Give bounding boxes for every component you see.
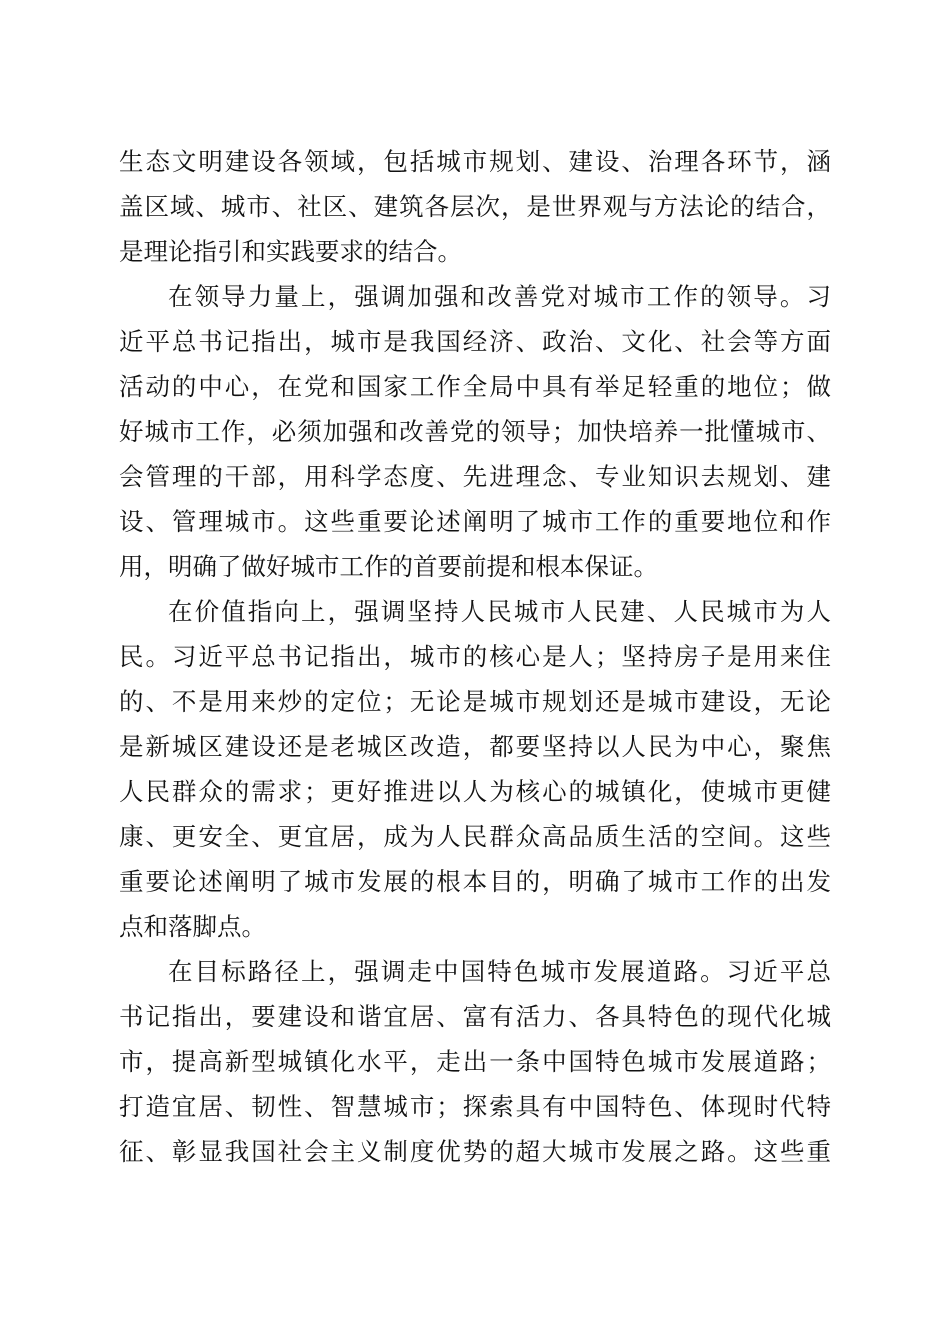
- text-line: 会管理的干部，用科学态度、先进理念、专业知识去规划、建: [119, 462, 831, 491]
- text-line: 民。习近平总书记指出，城市的核心是人；坚持房子是用来住: [119, 642, 831, 671]
- paragraph-first-line: 在价值指向上，强调坚持人民城市人民建、人民城市为人: [168, 597, 831, 626]
- text-line: 盖区域、城市、社区、建筑各层次，是世界观与方法论的结合，: [119, 192, 831, 221]
- text-line: 康、更安全、更宜居，成为人民群众高品质生活的空间。这些: [119, 822, 831, 851]
- text-line: 是新城区建设还是老城区改造，都要坚持以人民为中心，聚焦: [119, 732, 831, 761]
- text-line: 用，明确了做好城市工作的首要前提和根本保证。: [119, 552, 658, 581]
- paragraph-first-line: 在领导力量上，强调加强和改善党对城市工作的领导。习: [168, 282, 831, 311]
- text-line: 书记指出，要建设和谐宜居、富有活力、各具特色的现代化城: [119, 1002, 831, 1031]
- text-line: 人民群众的需求；更好推进以人为核心的城镇化，使城市更健: [119, 777, 831, 806]
- paragraph-first-line: 在目标路径上，强调走中国特色城市发展道路。习近平总: [168, 957, 831, 986]
- text-line: 市，提高新型城镇化水平，走出一条中国特色城市发展道路；: [119, 1047, 831, 1076]
- text-line: 好城市工作，必须加强和改善党的领导；加快培养一批懂城市、: [119, 417, 831, 446]
- text-line: 生态文明建设各领域，包括城市规划、建设、治理各环节，涵: [119, 147, 831, 176]
- text-line: 打造宜居、韧性、智慧城市；探索具有中国特色、体现时代特: [119, 1092, 831, 1121]
- text-line: 近平总书记指出，城市是我国经济、政治、文化、社会等方面: [119, 327, 831, 356]
- text-line: 重要论述阐明了城市发展的根本目的，明确了城市工作的出发: [119, 867, 831, 896]
- text-line: 活动的中心，在党和国家工作全局中具有举足轻重的地位；做: [119, 372, 831, 401]
- text-line: 点和落脚点。: [119, 912, 266, 941]
- text-line: 设、管理城市。这些重要论述阐明了城市工作的重要地位和作: [119, 507, 831, 536]
- text-line: 征、彰显我国社会主义制度优势的超大城市发展之路。这些重: [119, 1137, 831, 1166]
- text-line: 的、不是用来炒的定位；无论是城市规划还是城市建设，无论: [119, 687, 831, 716]
- text-line: 是理论指引和实践要求的结合。: [119, 237, 462, 266]
